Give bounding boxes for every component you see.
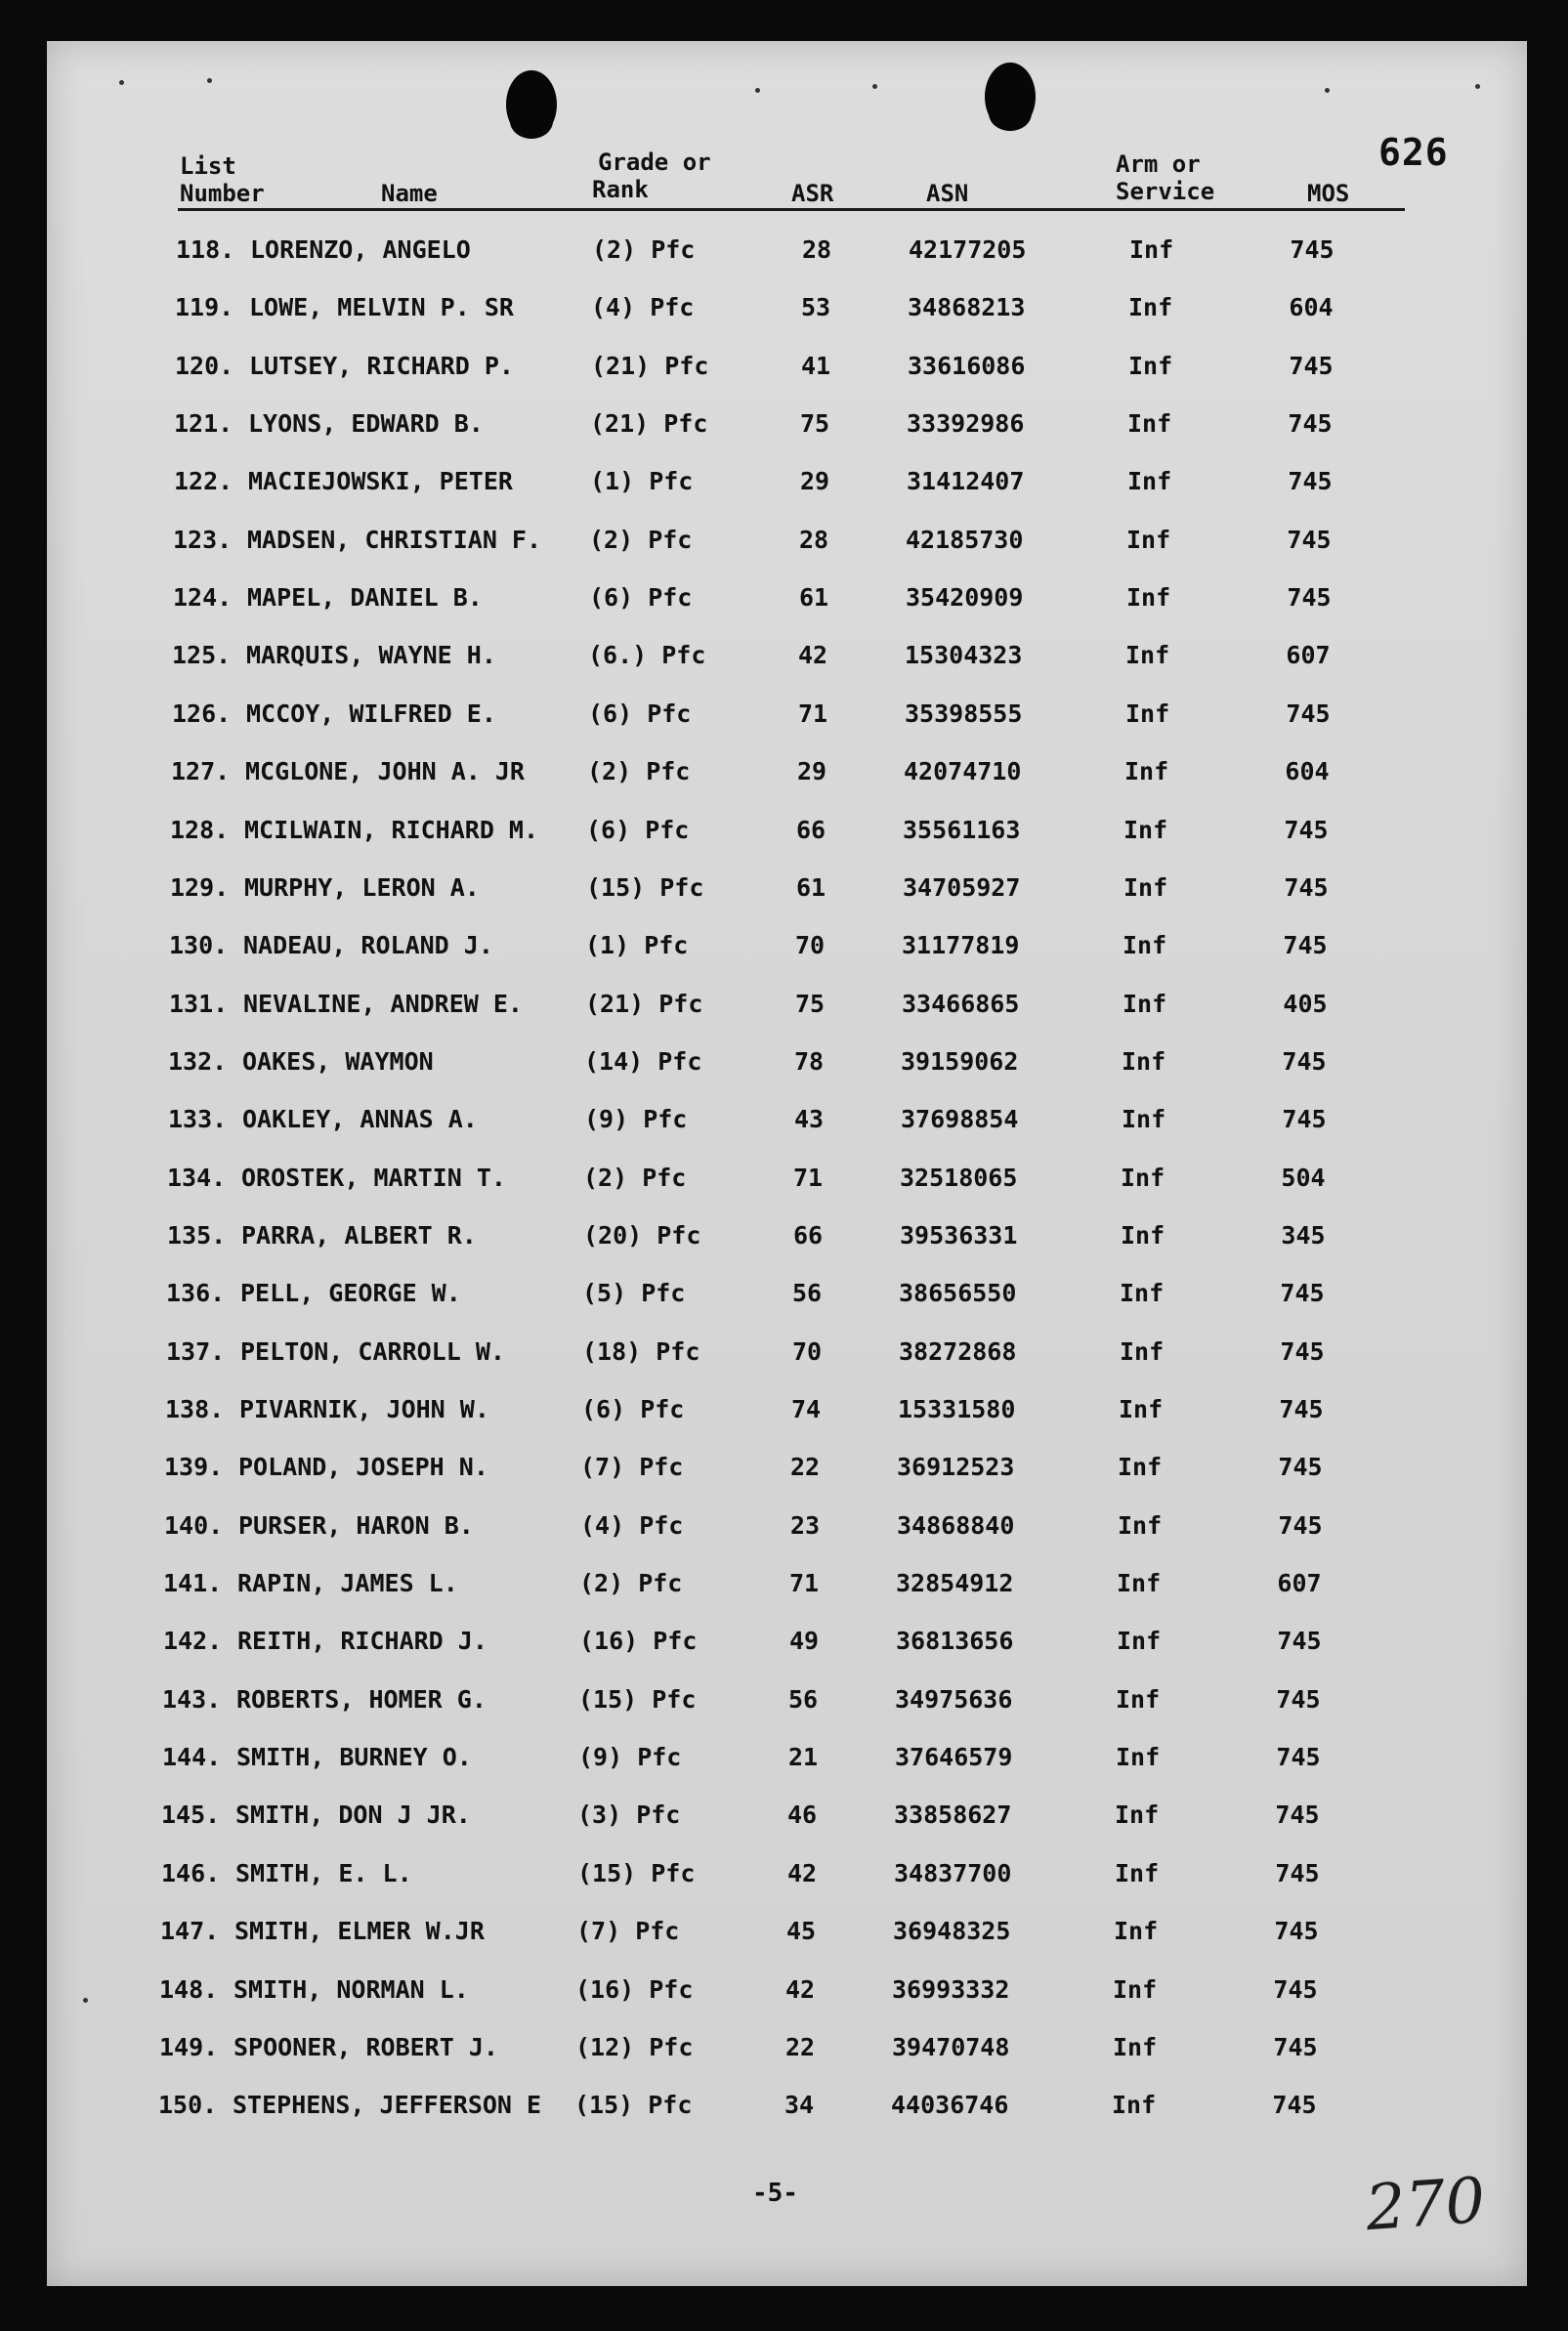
cell-list-number: 121. (174, 409, 233, 439)
header-list-number-line2: Number (180, 180, 265, 207)
cell-asr: 71 (788, 1569, 820, 1598)
cell-grade: (2) Pfc (587, 757, 691, 786)
cell-list-number: 126. (172, 699, 232, 728)
cell-asn: 33392986 (907, 409, 1025, 439)
cell-list-number: 135. (167, 1220, 227, 1250)
cell-asn: 34975636 (895, 1684, 1013, 1714)
cell-mos: 745 (1277, 1627, 1322, 1656)
cell-name: SPOONER, ROBERT J. (233, 2032, 498, 2061)
cell-asn: 36993332 (892, 1974, 1010, 2004)
cell-mos: 345 (1281, 1220, 1326, 1250)
page-number: 626 (1378, 131, 1449, 174)
paper-speck (1475, 84, 1480, 89)
cell-arm-service: Inf (1127, 467, 1172, 496)
table-row (47, 1333, 1527, 1372)
cell-arm-service: Inf (1122, 1046, 1166, 1076)
cell-grade: (4) Pfc (580, 1510, 684, 1540)
cell-list-number: 120. (175, 351, 234, 380)
cell-asn: 35561163 (903, 815, 1021, 844)
cell-mos: 745 (1275, 1858, 1320, 1887)
cell-list-number: 123. (173, 525, 233, 554)
cell-list-number: 130. (169, 931, 229, 960)
cell-name: MCGLONE, JOHN A. JR (245, 757, 525, 786)
cell-arm-service: Inf (1116, 1743, 1161, 1772)
cell-asn: 42185730 (906, 525, 1024, 554)
cell-asn: 37698854 (901, 1105, 1019, 1134)
cell-arm-service: Inf (1121, 1163, 1165, 1192)
header-list-number-line1: List (180, 152, 236, 180)
cell-asr: 70 (794, 931, 826, 960)
header-grade-line2: Rank (592, 176, 649, 203)
cell-asn: 15331580 (898, 1395, 1016, 1423)
cell-list-number: 137. (166, 1336, 226, 1366)
cell-name: MARQUIS, WAYNE H. (246, 641, 496, 670)
cell-grade: (15) Pfc (574, 2091, 693, 2120)
cell-grade: (6) Pfc (588, 699, 692, 728)
cell-mos: 745 (1280, 1336, 1325, 1366)
cell-asn: 31177819 (902, 931, 1020, 960)
cell-list-number: 129. (170, 872, 230, 902)
header-list-number (180, 152, 265, 207)
table-row (47, 1274, 1527, 1313)
cell-name: SMITH, DON J JR. (235, 1801, 471, 1830)
table-row (47, 1216, 1527, 1255)
cell-asr: 28 (801, 235, 832, 264)
table-row (47, 695, 1527, 734)
cell-asr: 61 (795, 872, 826, 902)
cell-grade: (15) Pfc (577, 1858, 696, 1887)
cell-grade: (2) Pfc (589, 525, 693, 554)
cell-name: POLAND, JOSEPH N. (238, 1453, 488, 1482)
header-rule (178, 208, 1405, 211)
cell-arm-service: Inf (1125, 699, 1170, 728)
cell-grade: (15) Pfc (578, 1684, 697, 1714)
cell-asr: 21 (787, 1743, 819, 1772)
cell-mos: 604 (1285, 757, 1330, 786)
header-grade (592, 148, 711, 203)
cell-name: NADEAU, ROLAND J. (243, 931, 493, 960)
cell-mos: 745 (1282, 1046, 1327, 1076)
table-row (47, 578, 1527, 617)
cell-asr: 78 (793, 1046, 825, 1076)
cell-grade: (2) Pfc (583, 1163, 687, 1192)
cell-name: RAPIN, JAMES L. (237, 1569, 458, 1598)
cell-list-number: 139. (164, 1453, 224, 1482)
cell-arm-service: Inf (1112, 2091, 1157, 2120)
table-row (47, 985, 1527, 1024)
cell-grade: (20) Pfc (583, 1220, 701, 1250)
cell-arm-service: Inf (1127, 409, 1172, 439)
cell-name: MCILWAIN, RICHARD M. (244, 815, 539, 844)
paper-speck (872, 84, 877, 89)
cell-asr: 49 (788, 1627, 820, 1656)
table-row (47, 231, 1527, 270)
cell-grade: (2) Pfc (592, 235, 696, 264)
cell-arm-service: Inf (1117, 1627, 1162, 1656)
cell-mos: 745 (1280, 1279, 1325, 1308)
table-row (47, 869, 1527, 908)
cell-grade: (21) Pfc (590, 409, 708, 439)
cell-asr: 43 (793, 1105, 825, 1134)
cell-asr: 56 (787, 1684, 819, 1714)
cell-mos: 745 (1286, 699, 1331, 728)
cell-name: NEVALINE, ANDREW E. (243, 989, 523, 1018)
table-row (47, 1159, 1527, 1198)
cell-arm-service: Inf (1123, 989, 1167, 1018)
cell-mos: 745 (1290, 235, 1335, 264)
cell-asn: 44036746 (891, 2091, 1009, 2120)
table-row (47, 1796, 1527, 1835)
cell-list-number: 145. (161, 1801, 221, 1830)
paper-speck (1325, 88, 1330, 93)
cell-grade: (9) Pfc (578, 1743, 682, 1772)
cell-list-number: 138. (165, 1395, 225, 1423)
cell-mos: 745 (1287, 525, 1332, 554)
cell-asn: 39470748 (892, 2032, 1010, 2061)
cell-mos: 745 (1288, 467, 1333, 496)
cell-mos: 745 (1278, 1453, 1323, 1482)
cell-grade: (21) Pfc (591, 351, 709, 380)
cell-grade: (16) Pfc (575, 1974, 694, 2004)
header-asr: ASR (791, 180, 834, 207)
cell-mos: 745 (1276, 1684, 1321, 1714)
cell-mos: 745 (1273, 1974, 1318, 2004)
cell-arm-service: Inf (1122, 1105, 1166, 1134)
cell-asn: 37646579 (895, 1743, 1013, 1772)
cell-list-number: 131. (169, 989, 229, 1018)
cell-name: PELTON, CARROLL W. (240, 1336, 505, 1366)
cell-name: MACIEJOWSKI, PETER (248, 467, 513, 496)
cell-list-number: 142. (163, 1627, 223, 1656)
table-row (47, 1100, 1527, 1139)
cell-asn: 39159062 (901, 1046, 1019, 1076)
table-row (47, 752, 1527, 791)
cell-grade: (3) Pfc (577, 1801, 681, 1830)
header-grade-line1: Grade or (598, 148, 711, 176)
cell-mos: 607 (1277, 1569, 1322, 1598)
cell-grade: (1) Pfc (585, 931, 689, 960)
cell-arm-service: Inf (1113, 1974, 1158, 2004)
header-name: Name (381, 180, 438, 207)
cell-name: SMITH, BURNEY O. (236, 1743, 472, 1772)
cell-grade: (6) Pfc (586, 815, 690, 844)
cell-asn: 35398555 (905, 699, 1023, 728)
cell-grade: (14) Pfc (584, 1046, 702, 1076)
cell-asr: 22 (784, 2032, 816, 2061)
cell-grade: (5) Pfc (582, 1279, 686, 1308)
cell-name: MADSEN, CHRISTIAN F. (247, 525, 542, 554)
cell-asn: 42074710 (904, 757, 1022, 786)
cell-asn: 32518065 (900, 1163, 1018, 1192)
header-arm-line1: Arm or (1116, 150, 1201, 178)
table-row (47, 1390, 1527, 1429)
cell-list-number: 148. (159, 1974, 219, 2004)
cell-name: MAPEL, DANIEL B. (247, 583, 483, 613)
table-row (47, 462, 1527, 501)
table-row (47, 288, 1527, 327)
cell-name: LYONS, EDWARD B. (248, 409, 484, 439)
cell-name: SMITH, NORMAN L. (233, 1974, 469, 2004)
cell-mos: 405 (1283, 989, 1328, 1018)
cell-list-number: 132. (168, 1046, 228, 1076)
cell-asr: 29 (799, 467, 830, 496)
cell-arm-service: Inf (1128, 351, 1173, 380)
table-row (47, 1738, 1527, 1777)
cell-asr: 61 (798, 583, 829, 613)
handwritten-number: 270 (1363, 2164, 1488, 2246)
cell-mos: 745 (1273, 2032, 1318, 2061)
paper-speck (755, 88, 760, 93)
table-row (47, 636, 1527, 675)
cell-mos: 604 (1289, 293, 1334, 322)
cell-asn: 35420909 (906, 583, 1024, 613)
cell-asr: 70 (791, 1336, 823, 1366)
cell-arm-service: Inf (1120, 1336, 1165, 1366)
cell-asn: 34868213 (908, 293, 1026, 322)
cell-list-number: 146. (161, 1858, 221, 1887)
cell-asr: 56 (791, 1279, 823, 1308)
cell-asr: 34 (784, 2091, 815, 2120)
cell-arm-service: Inf (1123, 815, 1168, 844)
cell-mos: 745 (1289, 351, 1334, 380)
cell-name: OAKLEY, ANNAS A. (242, 1105, 478, 1134)
cell-name: SMITH, E. L. (235, 1858, 412, 1887)
cell-arm-service: Inf (1118, 1453, 1163, 1482)
cell-name: LUTSEY, RICHARD P. (249, 351, 514, 380)
cell-list-number: 127. (171, 757, 231, 786)
cell-asn: 33466865 (902, 989, 1020, 1018)
cell-arm-service: Inf (1118, 1510, 1163, 1540)
cell-grade: (12) Pfc (575, 2032, 694, 2061)
table-row (47, 1680, 1527, 1719)
cell-list-number: 124. (173, 583, 233, 613)
cell-arm-service: Inf (1117, 1569, 1162, 1598)
cell-grade: (4) Pfc (591, 293, 695, 322)
cell-arm-service: Inf (1113, 2032, 1158, 2061)
cell-name: MURPHY, LERON A. (244, 872, 480, 902)
cell-mos: 607 (1286, 641, 1331, 670)
cell-list-number: 140. (164, 1510, 224, 1540)
table-row (47, 1448, 1527, 1487)
header-mos: MOS (1307, 180, 1350, 207)
cell-list-number: 133. (168, 1105, 228, 1134)
header-arm (1116, 150, 1214, 205)
cell-grade: (1) Pfc (590, 467, 694, 496)
cell-arm-service: Inf (1126, 525, 1171, 554)
cell-asn: 39536331 (900, 1220, 1018, 1250)
cell-name: PARRA, ALBERT R. (241, 1220, 477, 1250)
cell-asr: 74 (790, 1395, 822, 1423)
cell-asr: 42 (786, 1858, 818, 1887)
cell-arm-service: Inf (1124, 757, 1169, 786)
cell-asn: 38272868 (899, 1336, 1017, 1366)
cell-list-number: 149. (159, 2032, 219, 2061)
cell-asr: 29 (796, 757, 827, 786)
cell-list-number: 141. (163, 1569, 223, 1598)
cell-mos: 745 (1276, 1743, 1321, 1772)
cell-asn: 34837700 (894, 1858, 1012, 1887)
cell-asn: 38656550 (899, 1279, 1017, 1308)
cell-grade: (7) Pfc (580, 1453, 684, 1482)
table-row (47, 1912, 1527, 1951)
cell-asn: 36912523 (897, 1453, 1015, 1482)
cell-list-number: 147. (160, 1917, 220, 1946)
cell-asn: 36948325 (893, 1917, 1011, 1946)
table-row (47, 347, 1527, 386)
cell-asn: 34868840 (897, 1510, 1015, 1540)
cell-mos: 504 (1281, 1163, 1326, 1192)
cell-asn: 36813656 (896, 1627, 1014, 1656)
cell-grade: (7) Pfc (576, 1917, 680, 1946)
cell-mos: 745 (1275, 1801, 1320, 1830)
cell-mos: 745 (1284, 815, 1329, 844)
cell-name: PIVARNIK, JOHN W. (239, 1395, 489, 1423)
cell-name: LOWE, MELVIN P. SR (249, 293, 514, 322)
cell-list-number: 119. (175, 293, 234, 322)
cell-name: LORENZO, ANGELO (250, 235, 471, 264)
cell-name: PELL, GEORGE W. (240, 1279, 461, 1308)
cell-asn: 31412407 (907, 467, 1025, 496)
cell-arm-service: Inf (1114, 1917, 1159, 1946)
cell-asn: 34705927 (903, 872, 1021, 902)
table-row (47, 1506, 1527, 1546)
cell-asn: 33616086 (908, 351, 1026, 380)
cell-grade: (16) Pfc (579, 1627, 698, 1656)
cell-mos: 745 (1283, 931, 1328, 960)
cell-mos: 745 (1288, 409, 1333, 439)
header-arm-line2: Service (1116, 178, 1215, 205)
cell-name: SMITH, ELMER W.JR (234, 1917, 485, 1946)
cell-arm-service: Inf (1125, 641, 1170, 670)
table-row (47, 1854, 1527, 1893)
punch-hole-left (506, 70, 557, 139)
cell-arm-service: Inf (1128, 293, 1173, 322)
cell-list-number: 144. (162, 1743, 222, 1772)
cell-grade: (6) Pfc (581, 1395, 685, 1423)
table-row (47, 2086, 1527, 2125)
cell-asr: 53 (800, 293, 831, 322)
cell-asr: 23 (789, 1510, 821, 1540)
cell-list-number: 125. (172, 641, 232, 670)
cell-asr: 66 (792, 1220, 824, 1250)
table-row (47, 1564, 1527, 1603)
cell-grade: (15) Pfc (586, 872, 704, 902)
cell-arm-service: Inf (1121, 1220, 1165, 1250)
cell-grade: (9) Pfc (584, 1105, 688, 1134)
cell-mos: 745 (1284, 872, 1329, 902)
cell-list-number: 128. (170, 815, 230, 844)
cell-grade: (2) Pfc (579, 1569, 683, 1598)
cell-asr: 22 (789, 1453, 821, 1482)
table-row (47, 1622, 1527, 1661)
table-row (47, 1971, 1527, 2010)
cell-asr: 42 (784, 1974, 816, 2004)
cell-arm-service: Inf (1123, 872, 1168, 902)
cell-asr: 41 (800, 351, 831, 380)
paper-speck (207, 78, 212, 83)
cell-name: OAKES, WAYMON (242, 1046, 434, 1076)
punch-hole-right (985, 63, 1036, 131)
cell-name: OROSTEK, MARTIN T. (241, 1163, 506, 1192)
paper-speck (119, 80, 124, 85)
cell-arm-service: Inf (1129, 235, 1174, 264)
header-asn: ASN (926, 180, 969, 207)
cell-list-number: 150. (158, 2091, 218, 2120)
cell-name: ROBERTS, HOMER G. (236, 1684, 487, 1714)
document-page (47, 41, 1527, 2286)
cell-list-number: 134. (167, 1163, 227, 1192)
cell-arm-service: Inf (1115, 1858, 1160, 1887)
cell-grade: (18) Pfc (582, 1336, 700, 1366)
cell-name: MCCOY, WILFRED E. (246, 699, 496, 728)
cell-asn: 15304323 (905, 641, 1023, 670)
cell-list-number: 136. (166, 1279, 226, 1308)
cell-mos: 745 (1287, 583, 1332, 613)
cell-asr: 66 (795, 815, 826, 844)
cell-name: PURSER, HARON B. (238, 1510, 474, 1540)
cell-asn: 33858627 (894, 1801, 1012, 1830)
cell-mos: 745 (1282, 1105, 1327, 1134)
table-row (47, 2028, 1527, 2067)
cell-mos: 745 (1279, 1395, 1324, 1423)
cell-mos: 745 (1274, 1917, 1319, 1946)
table-row (47, 521, 1527, 560)
cell-grade: (21) Pfc (585, 989, 703, 1018)
cell-asn: 42177205 (909, 235, 1027, 264)
cell-arm-service: Inf (1123, 931, 1167, 960)
cell-arm-service: Inf (1126, 583, 1171, 613)
page-footer: -5- (752, 2179, 798, 2208)
cell-asr: 46 (786, 1801, 818, 1830)
cell-asr: 71 (792, 1163, 824, 1192)
cell-grade: (6) Pfc (589, 583, 693, 613)
table-row (47, 404, 1527, 444)
cell-list-number: 143. (162, 1684, 222, 1714)
cell-asr: 75 (794, 989, 826, 1018)
cell-arm-service: Inf (1119, 1395, 1164, 1423)
table-row (47, 811, 1527, 850)
table-row (47, 926, 1527, 965)
cell-asr: 28 (798, 525, 829, 554)
cell-list-number: 118. (176, 235, 235, 264)
cell-asr: 71 (797, 699, 828, 728)
cell-asr: 42 (797, 641, 828, 670)
cell-arm-service: Inf (1120, 1279, 1165, 1308)
cell-name: STEPHENS, JEFFERSON E (233, 2091, 542, 2120)
cell-mos: 745 (1278, 1510, 1323, 1540)
cell-arm-service: Inf (1115, 1801, 1160, 1830)
cell-asr: 45 (785, 1917, 817, 1946)
cell-arm-service: Inf (1116, 1684, 1161, 1714)
cell-name: REITH, RICHARD J. (237, 1627, 487, 1656)
cell-asn: 32854912 (896, 1569, 1014, 1598)
cell-list-number: 122. (174, 467, 233, 496)
cell-asr: 75 (799, 409, 830, 439)
table-row (47, 1042, 1527, 1081)
cell-grade: (6.) Pfc (588, 641, 706, 670)
cell-mos: 745 (1272, 2091, 1317, 2120)
